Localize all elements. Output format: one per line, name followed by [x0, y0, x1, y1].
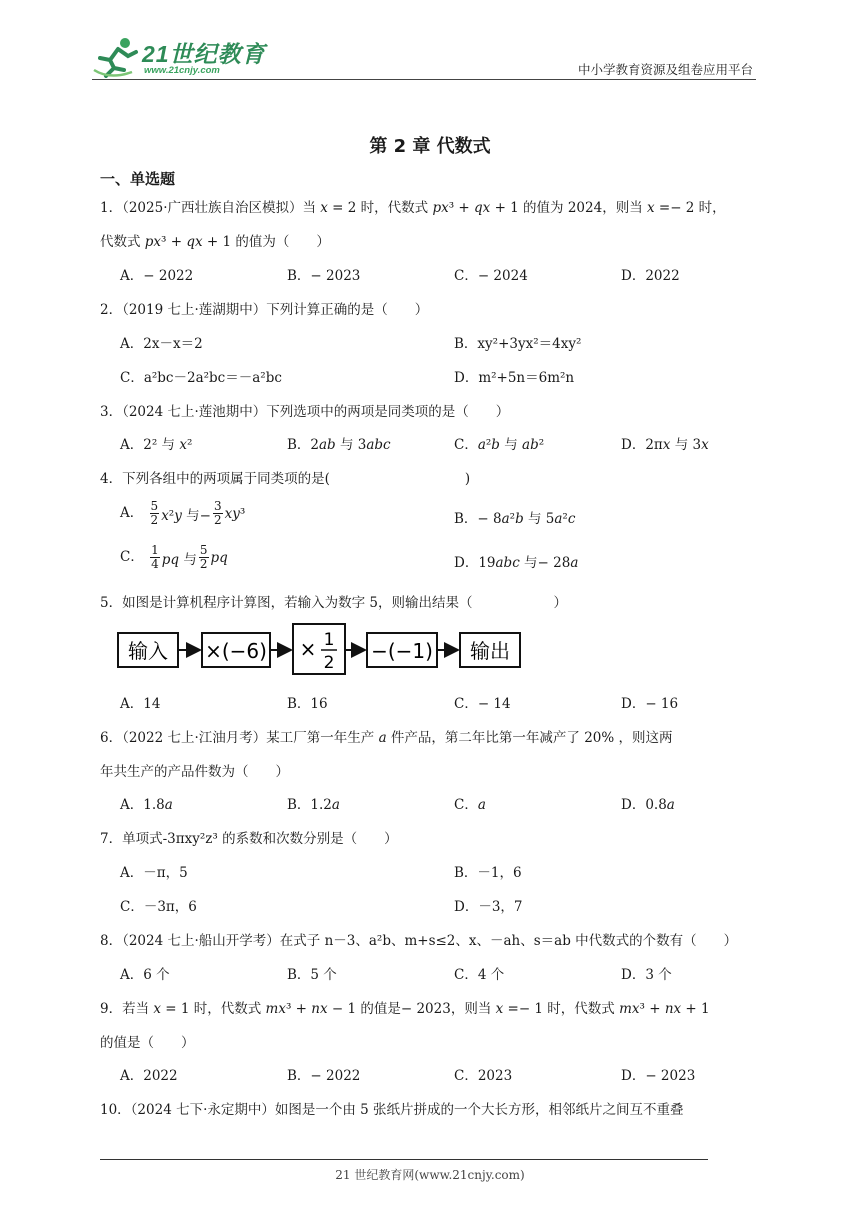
question-5-option-b[interactable]: B．16	[287, 696, 328, 712]
fraction-denominator: 2	[213, 513, 222, 527]
page-title: 第 2 章 代数式	[369, 136, 491, 157]
fraction-five-halves	[199, 544, 209, 571]
question-4-option-d[interactable]: D．19𝑎𝑏𝑐 与− 28𝑎	[454, 555, 579, 571]
question-1-option-b[interactable]: B．− 2023	[287, 268, 361, 284]
question-2-option-c[interactable]: C．a²bc－2a²bc＝－a²bc	[120, 370, 282, 386]
question-2-option-b[interactable]: B．xy²+3yx²＝4xy²	[454, 336, 582, 352]
fraction-five-halves	[150, 500, 160, 527]
flow-box-input	[118, 633, 178, 667]
question-2-option-a[interactable]: A．2x－x＝2	[120, 336, 203, 352]
question-8-option-c[interactable]: C．4 个	[454, 967, 505, 983]
flow-box-half-denominator: 2	[323, 653, 335, 673]
question-7-option-d[interactable]: D．－3，7	[454, 899, 523, 915]
flow-box-output-label: 输出	[470, 639, 510, 663]
question-4-stem: 4．下列各组中的两项属于同类项的是( )	[100, 471, 471, 487]
flow-box-times-half-sign: ×	[299, 637, 317, 661]
question-9-option-b[interactable]: B．− 2022	[287, 1068, 361, 1084]
option-c-label: C．	[120, 549, 144, 565]
question-5-option-d[interactable]: D．− 16	[621, 696, 679, 712]
question-3-option-c[interactable]: C．𝑎²𝑏 与 𝑎𝑏²	[454, 437, 545, 453]
site-logo	[92, 34, 267, 80]
question-1-stem-line-1: 1．（2025·广西壮族自治区模拟）当 𝑥 = 2 时，代数式 𝑝𝑥³ + 𝑞𝑥 + 1 的值为 2024，则当 𝑥 =− 2 时，	[100, 200, 726, 216]
logo-url-text: www.21cnjy.com	[144, 65, 220, 76]
question-4-option-c[interactable]	[120, 544, 228, 571]
fraction-denominator: 4	[151, 557, 159, 571]
question-2-stem: 2．（2019 七上·莲湖期中）下列计算正确的是（ ）	[100, 302, 429, 318]
flow-box-half-numerator: 1	[323, 630, 335, 650]
question-3-option-a[interactable]: A．2² 与 𝑥²	[120, 437, 193, 453]
fraction-denominator: 2	[199, 557, 208, 571]
question-7-option-c[interactable]: C．－3π，6	[120, 899, 197, 915]
question-7-option-b[interactable]: B．－1，6	[454, 865, 522, 881]
question-6-stem-line-1: 6．（2022 七上·江油月考）某工厂第一年生产 𝑎 件产品，第二年比第一年减产了 20% ，则这两	[100, 730, 673, 746]
question-7-stem: 7．单项式-3πxy²z³ 的系数和次数分别是（ ）	[100, 831, 398, 847]
question-4-option-b[interactable]: B．− 8𝑎²𝑏 与 5𝑎²𝑐	[454, 511, 576, 527]
flow-box-times-neg6	[202, 633, 270, 667]
question-4-option-a[interactable]	[120, 500, 245, 527]
question-6-stem-line-2: 年共生产的产品件数为（ ）	[100, 764, 289, 780]
flow-box-output	[460, 633, 520, 667]
logo-brand-text: 21世纪教育	[142, 41, 266, 67]
question-3-stem: 3．（2024 七上·莲池期中）下列选项中的两项是同类项的是（ ）	[100, 404, 510, 420]
fraction-numerator: 1	[151, 543, 159, 557]
fraction-numerator: 3	[213, 499, 222, 513]
header-platform-text: 中小学教育资源及组卷应用平台	[578, 62, 754, 77]
option-c-term-1: 𝑝𝑞 与	[161, 551, 197, 568]
option-c-term-2: 𝑝𝑞	[210, 549, 228, 566]
program-flow-diagram	[116, 623, 526, 675]
flow-box-times-neg6-label: ×(−6)	[205, 639, 267, 663]
question-8-option-d[interactable]: D．3 个	[621, 967, 672, 983]
question-8-option-a[interactable]: A．6 个	[120, 967, 170, 983]
question-9-option-a[interactable]: A．2022	[120, 1068, 178, 1084]
option-a-term-1: 𝑥²𝑦 与−	[161, 507, 211, 524]
question-5-option-c[interactable]: C．− 14	[454, 696, 511, 712]
question-9-stem-line-2: 的值是（ ）	[100, 1035, 195, 1051]
fraction-one-quarter	[150, 544, 160, 571]
question-1-option-d[interactable]: D．2022	[621, 268, 680, 284]
runner-logo-icon	[92, 36, 140, 78]
question-9-option-c[interactable]: C．2023	[454, 1068, 513, 1084]
question-1-stem-line-2: 代数式 𝑝𝑥³ + 𝑞𝑥 + 1 的值为（ ）	[100, 234, 330, 250]
question-5-option-a[interactable]: A．14	[120, 696, 161, 712]
question-8-stem: 8．（2024 七上·船山开学考）在式子 n－3、a²b、m+s≤2、x、－ah、s＝ab 中代数式的个数有（ ）	[100, 933, 738, 949]
footer-text: 21 世纪教育网(www.21cnjy.com)	[335, 1168, 525, 1182]
question-3-option-d[interactable]: D．2π𝑥 与 3𝑥	[621, 437, 709, 453]
question-9-stem-line-1: 9．若当 𝑥 = 1 时，代数式 𝑚𝑥³ + 𝑛𝑥 − 1 的值是− 2023，则当 𝑥 =− 1 时，代数式 𝑚𝑥³ + 𝑛𝑥 + 1	[100, 1001, 710, 1017]
question-8-option-b[interactable]: B．5 个	[287, 967, 337, 983]
fraction-numerator: 5	[150, 499, 159, 513]
flow-box-minus-neg1-label: −(−1)	[371, 639, 433, 663]
question-3-option-b[interactable]: B．2𝑎𝑏 与 3𝑎𝑏𝑐	[287, 437, 391, 453]
header-divider	[92, 79, 756, 80]
flow-box-times-half	[293, 624, 345, 674]
question-7-option-a[interactable]: A．－π，5	[120, 865, 188, 881]
option-a-term-2: 𝑥𝑦³	[224, 505, 246, 522]
question-6-option-d[interactable]: D．0.8𝑎	[621, 797, 675, 813]
question-10-stem: 10．（2024 七下·永定期中）如图是一个由 5 张纸片拼成的一个大长方形，相邻纸片之间互不重叠	[100, 1102, 684, 1118]
fraction-three-halves	[213, 500, 223, 527]
question-2-option-d[interactable]: D．m²+5n＝6m²n	[454, 370, 575, 386]
question-1-option-a[interactable]: A．− 2022	[120, 268, 194, 284]
question-5-stem: 5．如图是计算机程序计算图，若输入为数字 5，则输出结果（ ）	[100, 595, 567, 611]
flow-box-minus-neg1	[367, 633, 437, 667]
section-heading: 一、单选题	[100, 170, 176, 188]
fraction-numerator: 5	[199, 543, 208, 557]
flow-box-input-label: 输入	[128, 639, 168, 663]
question-6-option-b[interactable]: B．1.2𝑎	[287, 797, 340, 813]
question-6-option-c[interactable]: C．𝑎	[454, 797, 486, 813]
footer-divider	[100, 1159, 708, 1160]
question-9-option-d[interactable]: D．− 2023	[621, 1068, 696, 1084]
question-6-option-a[interactable]: A．1.8𝑎	[120, 797, 173, 813]
question-1-option-c[interactable]: C．− 2024	[454, 268, 528, 284]
option-a-label: A．	[120, 505, 144, 521]
fraction-denominator: 2	[150, 513, 159, 527]
